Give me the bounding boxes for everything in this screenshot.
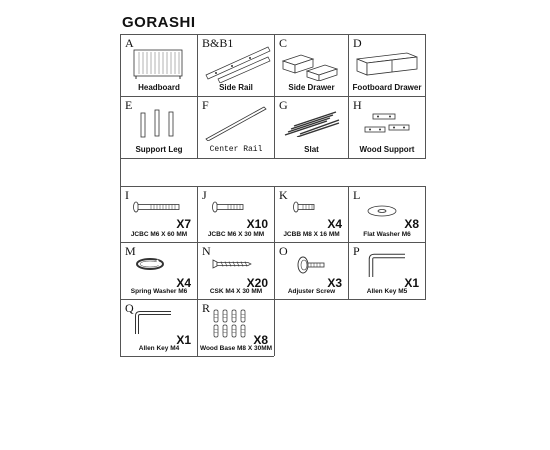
spring-washer-illustration bbox=[135, 257, 165, 271]
csk-screw-illustration bbox=[212, 259, 252, 269]
part-name: JCBC M6 X 60 MM bbox=[130, 231, 188, 238]
part-letter: I bbox=[125, 188, 129, 202]
slat-illustration bbox=[283, 111, 341, 137]
part-letter: R bbox=[202, 301, 211, 315]
part-letter: P bbox=[353, 244, 360, 258]
bolt-16mm-illustration bbox=[293, 201, 317, 213]
quantity-label: X1 bbox=[176, 333, 191, 347]
bolt-60mm-illustration bbox=[133, 201, 181, 213]
hardware-cell-q bbox=[121, 300, 197, 356]
part-name: Flat Washer M6 bbox=[363, 231, 411, 238]
part-name: Adjuster Screw bbox=[287, 288, 336, 295]
adjuster-screw-illustration bbox=[297, 255, 327, 275]
hardware-cell-n bbox=[198, 243, 274, 299]
part-letter: A bbox=[125, 36, 134, 50]
part-letter: F bbox=[202, 98, 209, 112]
grid-line bbox=[425, 186, 426, 299]
flat-washer-illustration bbox=[367, 205, 397, 217]
allen-key-m5-icon bbox=[367, 253, 407, 279]
hardware-cell-j bbox=[198, 187, 274, 242]
hardware-cell-p bbox=[349, 243, 425, 299]
part-name: Support Leg bbox=[135, 145, 183, 154]
headboard-illustration bbox=[133, 49, 183, 79]
side-drawer-illustration bbox=[281, 49, 343, 81]
part-cell-h bbox=[349, 97, 425, 158]
part-letter: D bbox=[353, 36, 362, 50]
bolt-30mm-illustration bbox=[212, 201, 246, 213]
part-letter: G bbox=[279, 98, 288, 112]
part-letter: M bbox=[125, 244, 136, 258]
hardware-cell-k bbox=[275, 187, 348, 242]
grid-line bbox=[120, 356, 274, 357]
part-name: CSK M4 X 30 MM bbox=[209, 288, 263, 295]
part-name: Headboard bbox=[138, 83, 180, 92]
part-name: Allen Key M4 bbox=[138, 345, 180, 352]
grid-line bbox=[425, 34, 426, 158]
hardware-cell-r bbox=[198, 300, 274, 356]
part-letter: H bbox=[353, 98, 362, 112]
part-name: Footboard Drawer bbox=[352, 83, 422, 92]
quantity-label: X7 bbox=[176, 217, 191, 231]
part-cell-a bbox=[121, 35, 197, 96]
quantity-label: X3 bbox=[327, 276, 342, 290]
hardware-cell-i bbox=[121, 187, 197, 242]
hardware-cell-o bbox=[275, 243, 348, 299]
hardware-cell-m bbox=[121, 243, 197, 299]
quantity-label: X8 bbox=[253, 333, 268, 347]
part-letter: J bbox=[202, 188, 207, 202]
side-rail-illustration bbox=[202, 43, 272, 83]
part-name: JCBB M8 X 16 MM bbox=[283, 231, 340, 238]
quantity-label: X10 bbox=[246, 217, 268, 231]
part-letter: E bbox=[125, 98, 133, 112]
part-cell-d bbox=[349, 35, 425, 96]
support-leg-illustration bbox=[137, 107, 177, 141]
part-letter: O bbox=[279, 244, 288, 258]
page-title: GORASHI bbox=[122, 14, 196, 31]
wood-support-illustration bbox=[363, 111, 413, 137]
quantity-label: X4 bbox=[327, 217, 342, 231]
wood-base-illustration bbox=[212, 308, 252, 340]
part-letter: B&B1 bbox=[202, 36, 234, 50]
part-name: Center Rail bbox=[209, 145, 263, 154]
quantity-label: X4 bbox=[176, 276, 191, 290]
part-name: JCBC M6 X 30 MM bbox=[207, 231, 265, 238]
part-name: Slat bbox=[304, 145, 319, 154]
allen-key-m4-icon bbox=[133, 310, 173, 336]
footboard-drawer-illustration bbox=[355, 51, 419, 77]
part-name: Side Drawer bbox=[288, 83, 335, 92]
quantity-label: X1 bbox=[404, 276, 419, 290]
part-cell-e bbox=[121, 97, 197, 158]
center-rail-illustration bbox=[204, 105, 268, 141]
part-letter: N bbox=[202, 244, 211, 258]
part-name: Wood Support bbox=[359, 145, 415, 154]
grid-line bbox=[120, 158, 426, 159]
part-name: Allen Key M5 bbox=[366, 288, 408, 295]
part-name: Side Rail bbox=[219, 83, 253, 92]
part-letter: Q bbox=[125, 301, 134, 315]
part-letter: L bbox=[353, 188, 361, 202]
part-cell-g bbox=[275, 97, 348, 158]
part-letter: K bbox=[279, 188, 288, 202]
part-name: Spring Washer M6 bbox=[130, 288, 188, 295]
part-cell-b bbox=[198, 35, 274, 96]
part-name: Wood Base M8 X 30MM bbox=[199, 345, 273, 352]
part-cell-f bbox=[198, 97, 274, 158]
quantity-label: X8 bbox=[404, 217, 419, 231]
hardware-cell-l bbox=[349, 187, 425, 242]
part-letter: C bbox=[279, 36, 288, 50]
part-cell-c bbox=[275, 35, 348, 96]
quantity-label: X20 bbox=[246, 276, 268, 290]
